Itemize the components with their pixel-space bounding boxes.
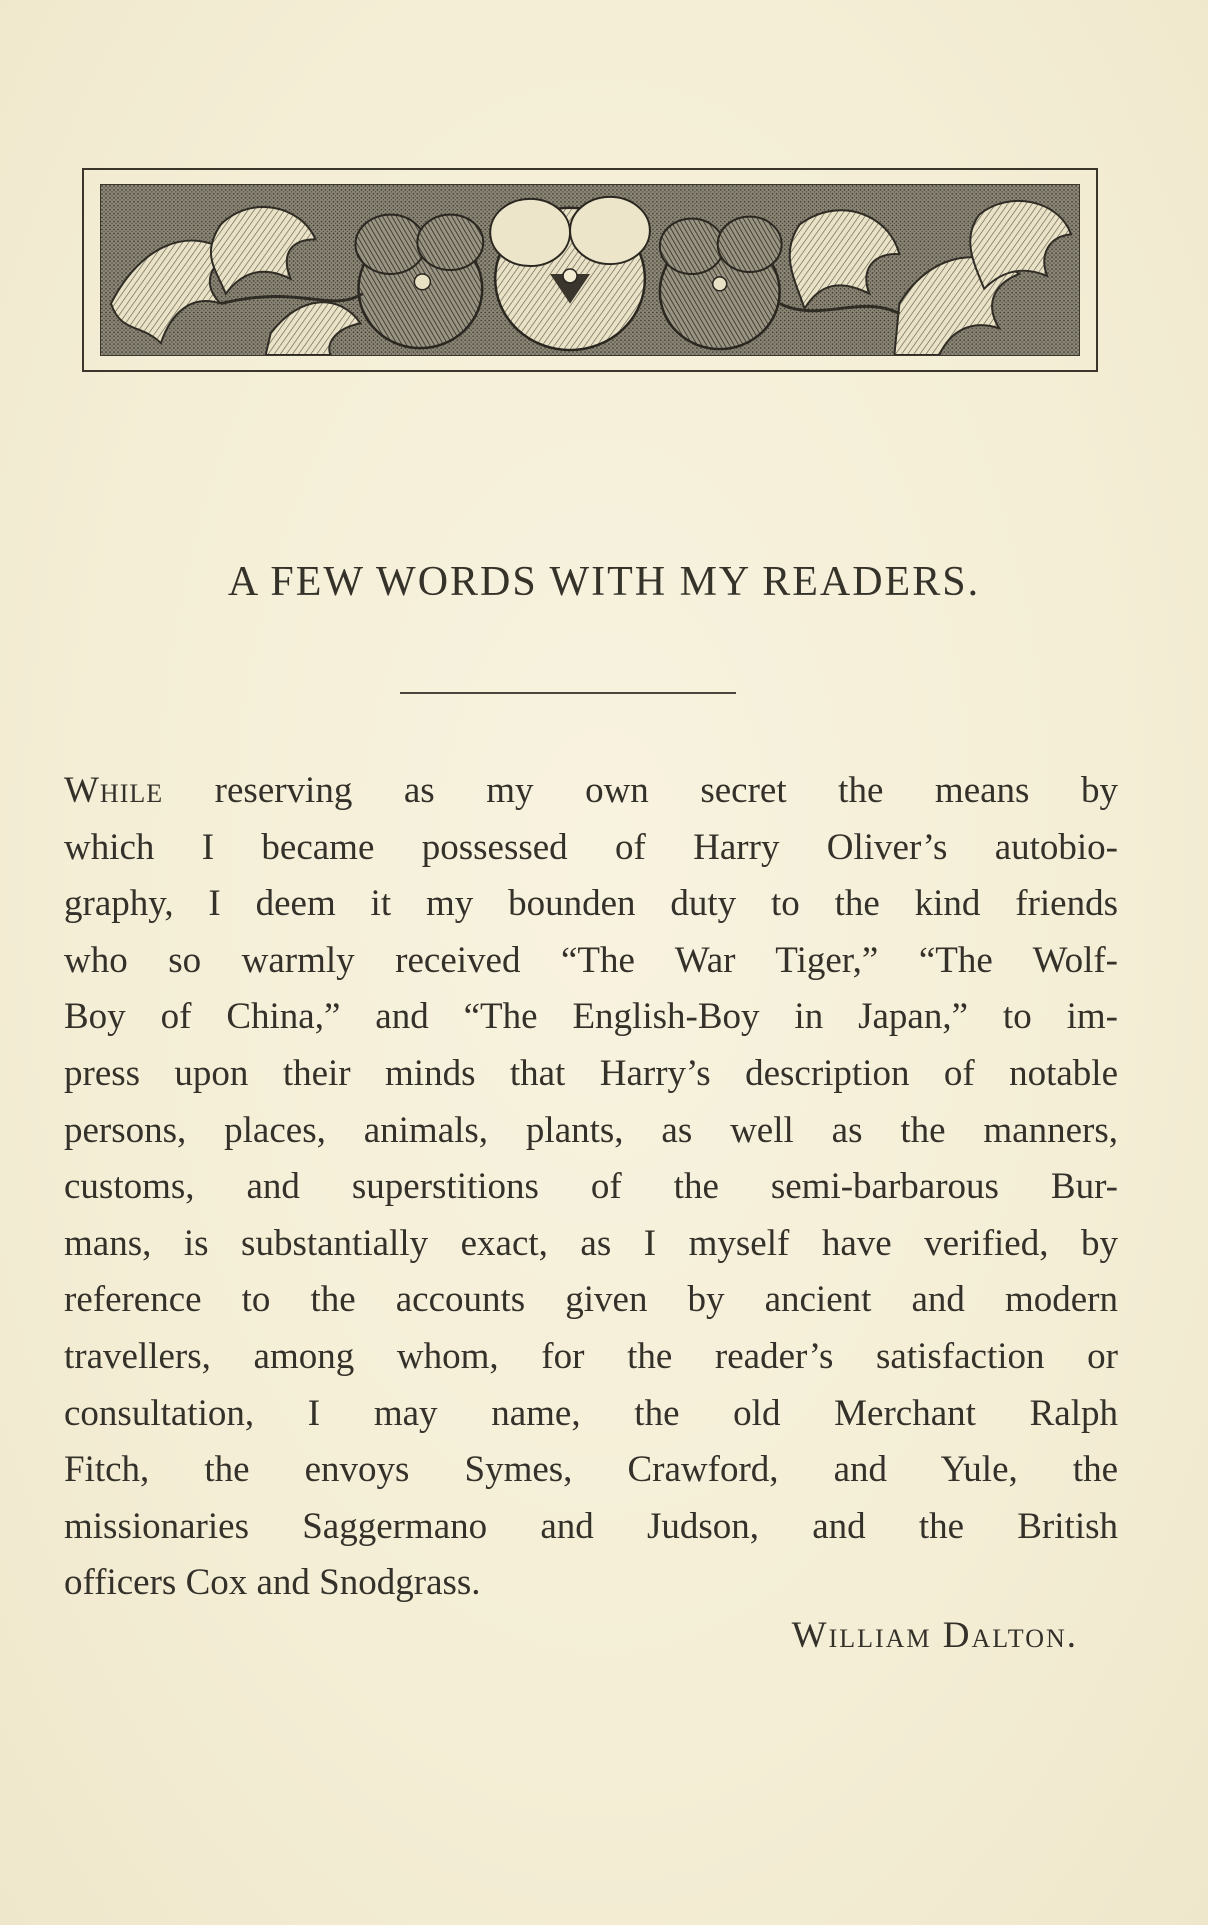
page-heading: A FEW WORDS WITH MY READERS.	[227, 559, 981, 605]
lead-word: While	[64, 770, 164, 811]
body-line-10: reference to the accounts given by ancient and modern	[64, 1279, 1118, 1321]
floral-pansy-ornament	[100, 184, 1080, 356]
heading-divider-rule	[400, 692, 736, 694]
author-signature: William Dalton.	[791, 1615, 1078, 1656]
decorative-headpiece	[82, 168, 1098, 372]
body-line-4: who so warmly received “The War Tiger,” “The Wolf-	[64, 939, 1118, 981]
body-line-3: graphy, I deem it my bounden duty to the kind friends	[64, 883, 1118, 925]
preface-paragraph	[64, 763, 1118, 1612]
body-line-8: customs, and superstitions of the semi-barbarous Bur-	[64, 1166, 1118, 1208]
body-line-2: which I became possessed of Harry Oliver’s autobio-	[64, 826, 1118, 868]
body-line-14: missionaries Saggermano and Judson, and the British	[64, 1505, 1118, 1547]
body-line-9: mans, is substantially exact, as I myself have verified, by	[64, 1222, 1118, 1264]
body-line-12: consultation, I may name, the old Merchant Ralph	[64, 1392, 1118, 1434]
body-line-13: Fitch, the envoys Symes, Crawford, and Yule, the	[64, 1449, 1118, 1491]
body-line-5: Boy of China,” and “The English-Boy in Japan,” to im-	[64, 996, 1118, 1038]
body-line-1: While reserving as my own secret the means by	[64, 770, 1118, 811]
body-line-6: press upon their minds that Harry’s description of notable	[64, 1052, 1118, 1094]
floral-ornament-illustration	[101, 185, 1079, 355]
body-line-15: officers Cox and Snodgrass.	[64, 1562, 481, 1604]
body-line-7: persons, places, animals, plants, as well as the manners,	[64, 1109, 1118, 1151]
body-line-11: travellers, among whom, for the reader’s satisfaction or	[64, 1335, 1118, 1377]
